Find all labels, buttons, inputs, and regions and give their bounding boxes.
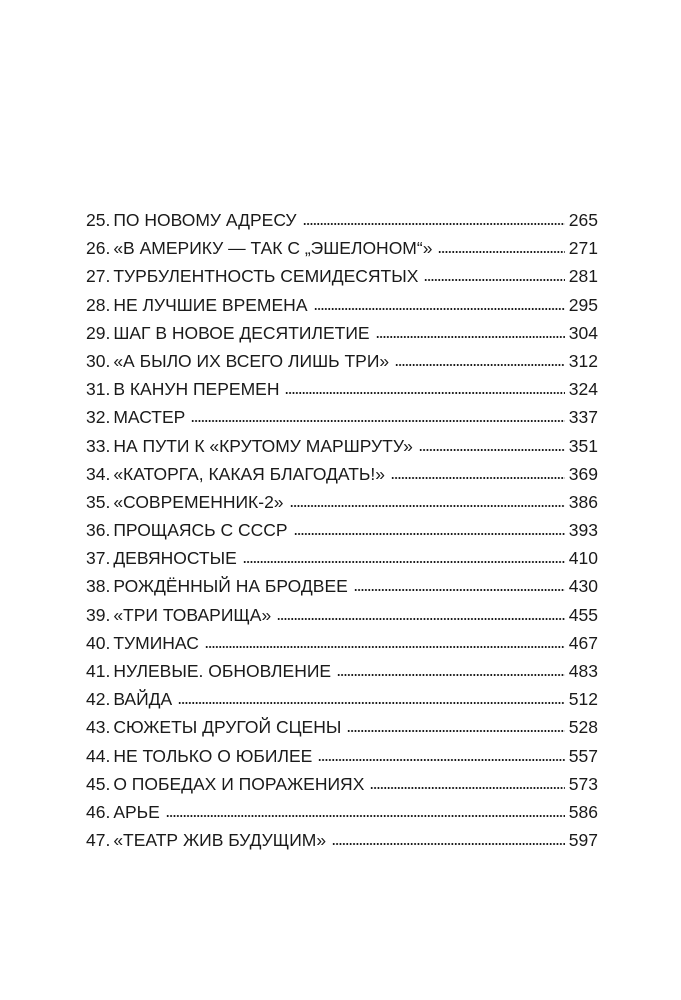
toc-entry[interactable] — [86, 319, 598, 347]
toc-entry[interactable] — [86, 572, 598, 600]
toc-entry-number: 46. — [86, 801, 111, 822]
toc-entry[interactable] — [86, 291, 598, 319]
toc-entry-title: СЮЖЕТЫ ДРУГОЙ СЦЕНЫ — [113, 717, 342, 738]
toc-entry-page: 512 — [568, 689, 598, 710]
toc-entry[interactable] — [86, 770, 598, 798]
toc-entry-number: 36. — [86, 520, 111, 541]
toc-entry-title: ВАЙДА — [113, 689, 173, 710]
toc-entry-title: МАСТЕР — [113, 407, 186, 428]
toc-entry-number: 38. — [86, 576, 111, 597]
toc-entry-title: ТУМИНАС — [113, 632, 199, 653]
toc-entry[interactable] — [86, 544, 598, 572]
toc-entry-number: 27. — [86, 266, 111, 287]
toc-entry-title: «А БЫЛО ИХ ВСЕГО ЛИШЬ ТРИ» — [113, 350, 390, 371]
table-of-contents — [86, 206, 598, 854]
toc-entry-title: ШАГ В НОВОЕ ДЕСЯТИЛЕТИЕ — [113, 322, 370, 343]
toc-entry[interactable] — [86, 488, 598, 516]
toc-dot-leader — [294, 533, 565, 535]
toc-entry[interactable] — [86, 206, 598, 234]
toc-entry[interactable] — [86, 234, 598, 262]
toc-entry-page: 597 — [568, 830, 598, 851]
toc-entry-title: НА ПУТИ К «КРУТОМУ МАРШРУТУ» — [113, 435, 413, 456]
toc-entry-page: 573 — [568, 773, 598, 794]
toc-entry-number: 25. — [86, 210, 111, 230]
toc-entry-title: ДЕВЯНОСТЫЕ — [113, 548, 237, 569]
toc-entry-page: 386 — [568, 491, 598, 512]
toc-dot-leader — [166, 815, 565, 817]
toc-entry-number: 28. — [86, 294, 111, 315]
toc-entry-title: О ПОБЕДАХ И ПОРАЖЕНИЯХ — [113, 773, 365, 794]
toc-entry-number: 47. — [86, 830, 111, 851]
toc-entry[interactable] — [86, 516, 598, 544]
toc-dot-leader — [337, 674, 565, 676]
toc-entry-number: 40. — [86, 632, 111, 653]
toc-entry-number: 37. — [86, 548, 111, 569]
toc-entry-title: «В АМЕРИКУ — ТАК С „ЭШЕЛОНОМ“» — [113, 238, 433, 259]
toc-dot-leader — [438, 251, 564, 253]
toc-dot-leader — [277, 618, 565, 620]
toc-entry-number: 32. — [86, 407, 111, 428]
toc-entry-number: 34. — [86, 463, 111, 484]
toc-entry-page: 483 — [568, 661, 598, 681]
toc-dot-leader — [285, 392, 564, 394]
toc-entry-page: 393 — [568, 520, 598, 541]
toc-entry[interactable] — [86, 403, 598, 431]
toc-entry[interactable] — [86, 347, 598, 375]
toc-entry-title: «ТРИ ТОВАРИЩА» — [113, 604, 272, 625]
toc-entry[interactable] — [86, 460, 598, 488]
toc-entry-page: 324 — [568, 379, 598, 400]
toc-entry-page: 304 — [568, 322, 598, 343]
toc-entry-title: ПО НОВОМУ АДРЕСУ — [113, 210, 297, 230]
toc-entry-title: НУЛЕВЫЕ. ОБНОВЛЕНИЕ — [113, 661, 332, 681]
toc-entry-page: 351 — [568, 435, 598, 456]
toc-entry-page: 271 — [568, 238, 598, 259]
toc-dot-leader — [347, 730, 564, 732]
toc-entry-title: «ТЕАТР ЖИВ БУДУЩИМ» — [113, 830, 327, 851]
toc-entry-number: 41. — [86, 661, 111, 681]
toc-entry-page: 430 — [568, 576, 598, 597]
toc-entry-page: 455 — [568, 604, 598, 625]
toc-entry-title: РОЖДЁННЫЙ НА БРОДВЕЕ — [113, 576, 348, 597]
toc-entry-number: 33. — [86, 435, 111, 456]
toc-entry-page: 312 — [568, 350, 598, 371]
toc-entry-page: 586 — [568, 801, 598, 822]
toc-dot-leader — [395, 364, 565, 366]
toc-entry-number: 39. — [86, 604, 111, 625]
toc-dot-leader — [243, 561, 565, 563]
toc-entry[interactable] — [86, 657, 598, 685]
toc-entry-title: ПРОЩАЯСЬ С СССР — [113, 520, 288, 541]
toc-entry[interactable] — [86, 798, 598, 826]
toc-dot-leader — [303, 223, 565, 225]
toc-dot-leader — [332, 843, 565, 845]
toc-entry-number: 44. — [86, 745, 111, 766]
toc-entry[interactable] — [86, 629, 598, 657]
toc-entry-title: «КАТОРГА, КАКАЯ БЛАГОДАТЬ!» — [113, 463, 385, 484]
toc-dot-leader — [318, 759, 564, 761]
toc-entry-page: 557 — [568, 745, 598, 766]
toc-entry-number: 35. — [86, 491, 111, 512]
toc-dot-leader — [290, 505, 565, 507]
toc-entry-page: 467 — [568, 632, 598, 653]
toc-entry-number: 43. — [86, 717, 111, 738]
toc-entry-page: 281 — [568, 266, 598, 287]
toc-entry-number: 31. — [86, 379, 111, 400]
toc-dot-leader — [205, 646, 565, 648]
toc-entry-title: ТУРБУЛЕНТНОСТЬ СЕМИДЕСЯТЫХ — [113, 266, 419, 287]
toc-entry[interactable] — [86, 826, 598, 854]
toc-dot-leader — [376, 336, 565, 338]
toc-entry-title: В КАНУН ПЕРЕМЕН — [113, 379, 280, 400]
toc-entry-page: 295 — [568, 294, 598, 315]
toc-entry-title: НЕ ТОЛЬКО О ЮБИЛЕЕ — [113, 745, 313, 766]
toc-entry[interactable] — [86, 375, 598, 403]
toc-dot-leader — [370, 787, 564, 789]
toc-entry-page: 410 — [568, 548, 598, 569]
toc-dot-leader — [191, 420, 565, 422]
toc-entry-number: 45. — [86, 773, 111, 794]
toc-dot-leader — [314, 308, 565, 310]
toc-entry-title: АРЬЕ — [113, 801, 160, 822]
toc-entry-number: 42. — [86, 689, 111, 710]
toc-dot-leader — [354, 589, 565, 591]
toc-dot-leader — [419, 449, 565, 451]
toc-entry-page: 369 — [568, 463, 598, 484]
toc-entry[interactable] — [86, 262, 598, 290]
toc-entry-title: «СОВРЕМЕННИК-2» — [113, 491, 284, 512]
toc-entry[interactable] — [86, 432, 598, 460]
toc-dot-leader — [178, 702, 565, 704]
toc-entry-page: 528 — [568, 717, 598, 738]
toc-entry[interactable] — [86, 601, 598, 629]
toc-dot-leader — [424, 279, 564, 281]
toc-dot-leader — [391, 477, 565, 479]
toc-entry-number: 29. — [86, 322, 111, 343]
toc-entry-title: НЕ ЛУЧШИЕ ВРЕМЕНА — [113, 294, 308, 315]
toc-entry[interactable] — [86, 742, 598, 770]
toc-entry-number: 26. — [86, 238, 111, 259]
toc-entry-page: 337 — [568, 407, 598, 428]
toc-entry-page: 265 — [568, 210, 598, 230]
toc-entry[interactable] — [86, 713, 598, 741]
toc-entry[interactable] — [86, 685, 598, 713]
toc-entry-number: 30. — [86, 350, 111, 371]
